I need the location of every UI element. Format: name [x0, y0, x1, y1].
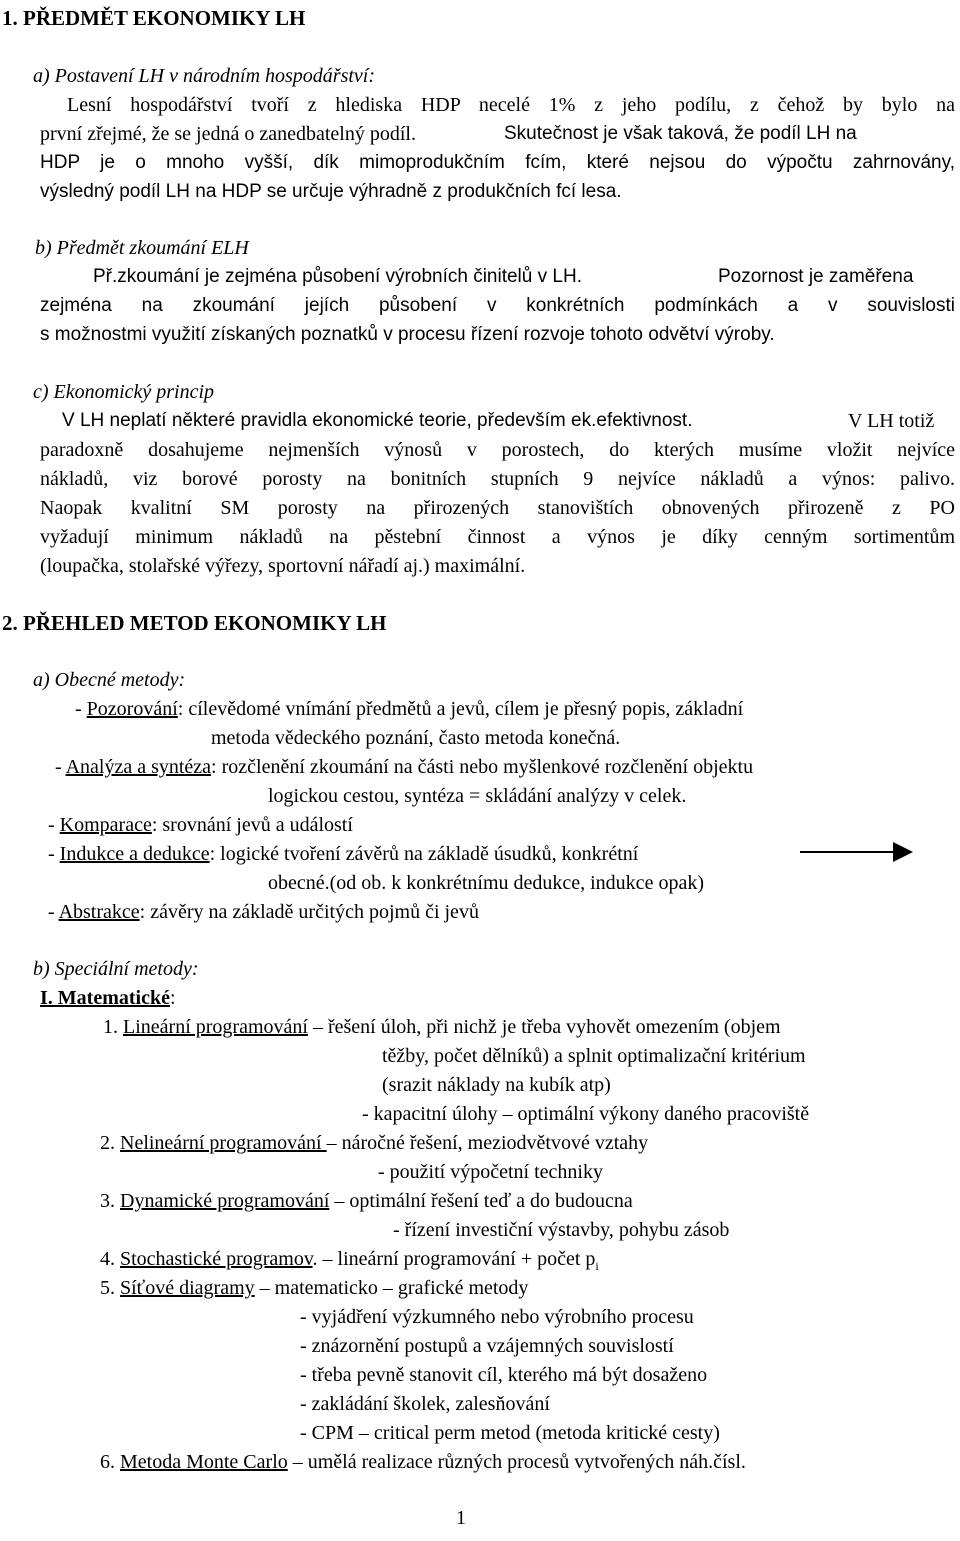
general-method-observation [75, 697, 743, 721]
special-method-5-line-3: - třeba pevně stanovit cíl, kterého má být dosaženo [300, 1364, 708, 1386]
general-method-analysis [55, 755, 753, 779]
method-term: Komparace [59, 814, 152, 836]
section-1c-line-2: paradoxně dosahujeme nejmenších výnosů v porostech, do kterých musíme vložit nejvíce [40, 439, 955, 461]
section-1b-line-2: zejména na zkoumání jejích působení v konkrétních podmínkách a v souvislosti [40, 295, 955, 316]
math-methods-title [40, 986, 176, 1010]
section-1a-line-1: Lesní hospodářství tvoří z hlediska HDP necelé 1% z jeho podílu, z čehož by bylo na [67, 94, 955, 116]
section-1b-line-1: Př.zkoumání je zejména působení výrobních činitelů v LH. [93, 266, 582, 287]
method-number: 1. [103, 1016, 118, 1038]
special-method-5-line-2: - znázornění postupů a vzájemných souvislostí [300, 1335, 674, 1357]
method-desc: – matematicko – grafické metody [254, 1277, 529, 1299]
method-term: Abstrakce [58, 901, 140, 923]
general-method-induction [48, 842, 638, 866]
method-number: 6. [100, 1451, 115, 1473]
method-desc: : logické tvoření závěrů na základě úsudků, konkrétní [209, 843, 639, 865]
method-number: 2. [100, 1132, 115, 1154]
section-1a-line-2: první zřejmé, že se jedná o zanedbatelný podíl. [40, 123, 416, 145]
section-1c-line-5: vyžadují minimum nákladů na pěstební činnost a výnos je díky cenným sortimentům [40, 526, 955, 548]
method-desc: : rozčlenění zkoumání na části nebo myšlenkové rozčlenění objektu [211, 756, 754, 778]
special-method-2 [100, 1131, 648, 1155]
method-number: 3. [100, 1190, 115, 1212]
section-1c-line-3: nákladů, viz borové porosty na bonitních stupních 9 nejvíce nákladů a výnos: palivo. [40, 468, 955, 490]
arrow-right-icon [800, 851, 896, 853]
section-1a-title: a) Postavení LH v národním hospodářství: [33, 65, 376, 87]
section-2a-title [33, 668, 185, 692]
method-desc: : závěry na základě určitých pojmů či jevů [139, 901, 479, 923]
section-2a-title-text: a) Obecné metody: [33, 669, 186, 691]
bullet: - [48, 814, 60, 836]
special-method-3-line-1: - řízení investiční výstavby, pohybu zásob [393, 1219, 730, 1241]
method-desc: – umělá realizace různých procesů vytvořených náh.čísl. [287, 1451, 746, 1473]
method-term: Síťové diagramy [120, 1277, 255, 1299]
general-method-analysis-cont: logickou cestou, syntéza = skládání analýzy v celek. [268, 785, 687, 807]
section-1-heading: 1. PŘEDMĚT EKONOMIKY LH [2, 6, 306, 30]
section-1c-line-4: Naopak kvalitní SM porosty na přirozených stanovištích obnovených přirozeně z PO [40, 497, 955, 519]
section-1a-line-3: HDP je o mnoho vyšší, dík mimoprodukčním fcím, které nejsou do výpočtu zahrnovány, [40, 152, 955, 173]
special-method-5-line-4: - zakládání školek, zalesňování [300, 1393, 550, 1415]
method-term: Pozorování [86, 698, 178, 720]
special-method-5-line-5: - CPM – critical perm metod (metoda kritické cesty) [300, 1422, 720, 1444]
method-term: Dynamické programování [120, 1190, 330, 1212]
method-term: Lineární programování [123, 1016, 308, 1038]
method-desc: – řešení úloh, při nichž je třeba vyhovět omezením (objem [307, 1016, 781, 1038]
special-method-2-line-1: - použití výpočetní techniky [378, 1161, 603, 1183]
special-method-6 [100, 1450, 746, 1474]
special-method-5 [100, 1276, 528, 1300]
bullet: - [48, 843, 60, 865]
method-term: Analýza a syntéza [65, 756, 212, 778]
method-desc: – optimální řešení teď a do budoucna [329, 1190, 633, 1212]
special-method-1-line-1: těžby, počet dělníků) a splnit optimalizační kritérium [382, 1045, 806, 1067]
method-number: 4. [100, 1248, 115, 1270]
section-1a-line-2b: Skutečnost je však taková, že podíl LH na [504, 123, 857, 144]
method-desc: : srovnání jevů a událostí [151, 814, 353, 836]
page-number: 1 [456, 1507, 466, 1529]
section-1c-line-6: (loupačka, stolařské výřezy, sportovní nářadí aj.) maximální. [40, 555, 526, 577]
general-method-comparison [48, 813, 353, 837]
section-1c-title: c) Ekonomický princip [33, 381, 215, 403]
method-term: Metoda Monte Carlo [120, 1451, 288, 1473]
bullet: - [55, 756, 66, 778]
method-term: Indukce a dedukce [59, 843, 210, 865]
special-method-4 [100, 1247, 599, 1278]
bullet: - [75, 698, 87, 720]
special-method-1-line-2: (srazit náklady na kubík atp) [382, 1074, 611, 1096]
section-1b-line-3: s možnostmi využití získaných poznatků v procesu řízení rozvoje tohoto odvětví výroby. [40, 324, 775, 345]
general-method-induction-cont: obecné.(od ob. k konkrétnímu dedukce, indukce opak) [268, 872, 704, 894]
method-desc: : cílevědomé vnímání předmětů a jevů, cílem je přesný popis, základní [177, 698, 744, 720]
arrow-head-icon [893, 842, 913, 862]
method-desc: . – lineární programování + počet p [312, 1248, 596, 1270]
section-1c-line-1: V LH neplatí některé pravidla ekonomické teorie, především ek.efektivnost. [62, 410, 693, 431]
section-1b-title: b) Předmět zkoumání ELH [35, 237, 249, 259]
section-1c-line-1b: V LH totiž [848, 410, 935, 432]
subscript: i [595, 1259, 599, 1273]
section-1a-line-4: výsledný podíl LH na HDP se určuje výhradně z produkčních fcí lesa. [40, 181, 622, 202]
bullet: - [48, 901, 59, 923]
special-method-5-line-1: - vyjádření výzkumného nebo výrobního procesu [300, 1306, 694, 1328]
special-method-1 [103, 1015, 781, 1039]
method-term: Stochastické programov [120, 1248, 313, 1270]
math-title-text: I. Matematické [40, 987, 170, 1009]
special-method-1-line-3: - kapacitní úlohy – optimální výkony daného pracoviště [362, 1103, 810, 1125]
method-desc: – náročné řešení, meziodvětvové vztahy [326, 1132, 649, 1154]
method-term: Nelineární programování [120, 1132, 327, 1154]
math-title-colon: : [169, 987, 176, 1009]
general-method-observation-cont: metoda vědeckého poznání, často metoda konečná. [211, 727, 621, 749]
section-1b-line-1b: Pozornost je zaměřena [718, 266, 914, 287]
method-number: 5. [100, 1277, 115, 1299]
general-method-abstraction [48, 900, 479, 924]
special-method-3 [100, 1189, 633, 1213]
section-2b-title: b) Speciální metody: [33, 958, 199, 980]
section-2-heading: 2. PŘEHLED METOD EKONOMIKY LH [2, 611, 387, 635]
